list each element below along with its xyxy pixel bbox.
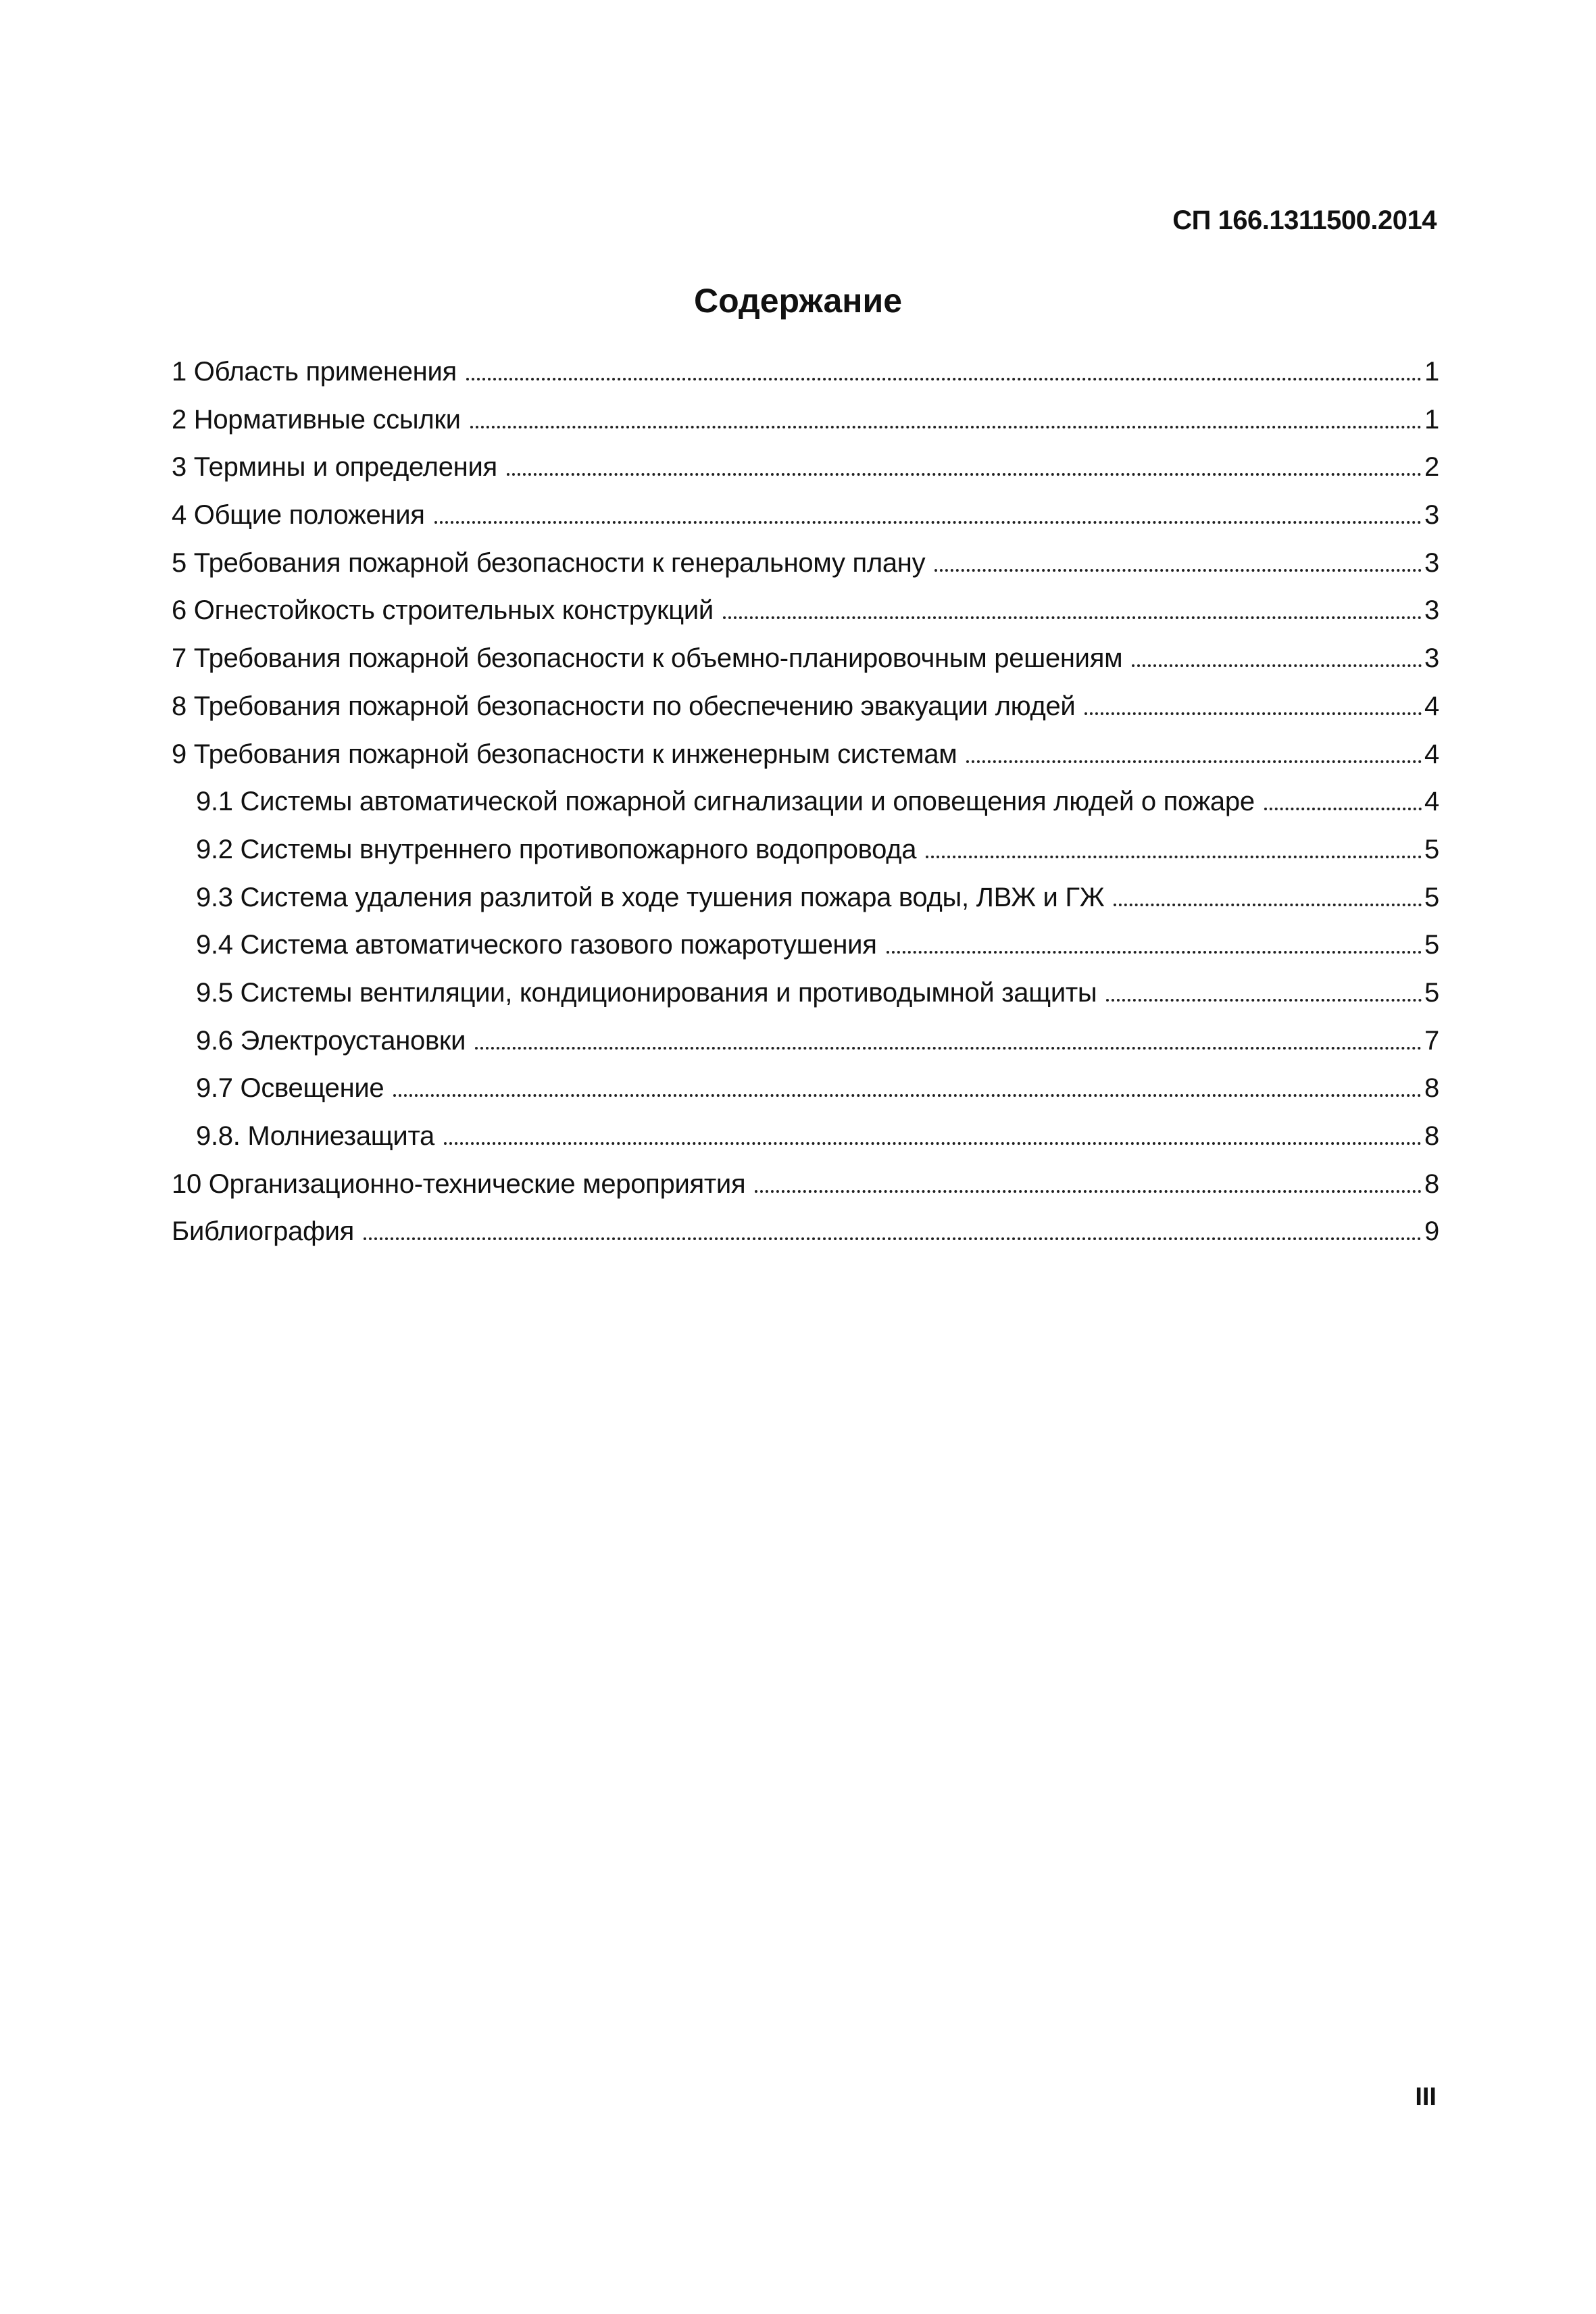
toc-entry-label: 9.2 Системы внутреннего противопожарного водопровода xyxy=(196,834,917,864)
toc-entry[interactable] xyxy=(172,452,1439,500)
toc-entry-page: 8 xyxy=(1424,1073,1439,1104)
toc-entry-page: 5 xyxy=(1424,834,1439,864)
toc-leader-dots xyxy=(1114,904,1422,906)
toc-entry-page: 4 xyxy=(1424,691,1439,721)
toc-entry-page: 5 xyxy=(1424,930,1439,960)
toc-entry[interactable] xyxy=(172,739,1439,787)
toc-leader-dots xyxy=(475,1047,1422,1050)
toc-entry-label: 1 Область применения xyxy=(172,357,457,387)
toc-entry[interactable] xyxy=(172,548,1439,596)
toc-entry-label: 10 Организационно-технические мероприятия xyxy=(172,1168,746,1199)
toc-subentry[interactable] xyxy=(172,787,1439,835)
toc-entry-page: 8 xyxy=(1424,1168,1439,1199)
document-code: СП 166.1311500.2014 xyxy=(1172,205,1437,235)
toc-entry[interactable] xyxy=(172,1169,1439,1217)
toc-entry-page: 3 xyxy=(1424,547,1439,578)
toc-subentry[interactable] xyxy=(172,1026,1439,1074)
toc-entry-page: 5 xyxy=(1424,977,1439,1008)
toc-entry-label: 9 Требования пожарной безопасности к инженерным системам xyxy=(172,739,957,769)
toc-subentry[interactable] xyxy=(172,1073,1439,1121)
toc-entry-page: 3 xyxy=(1424,500,1439,531)
toc-leader-dots xyxy=(1084,712,1422,715)
toc-leader-dots xyxy=(723,616,1422,619)
toc-entry-label: 7 Требования пожарной безопасности к объемно-планировочным решениям xyxy=(172,643,1123,674)
toc-leader-dots xyxy=(966,760,1422,763)
toc-entry-label: 9.5 Системы вентиляции, кондиционирования и противодымной защиты xyxy=(196,977,1097,1008)
toc-subentry[interactable] xyxy=(172,978,1439,1026)
toc-leader-dots xyxy=(364,1237,1422,1240)
toc-entry-label: 4 Общие положения xyxy=(172,500,425,531)
toc-entry[interactable] xyxy=(172,691,1439,739)
toc-entry-label: Библиография xyxy=(172,1216,355,1247)
toc-entry-label: 9.4 Система автоматического газового пожаротушения xyxy=(196,930,877,960)
toc-entry-label: 2 Нормативные ссылки xyxy=(172,404,461,435)
toc-entry-page: 8 xyxy=(1424,1121,1439,1151)
toc-leader-dots xyxy=(466,378,1422,380)
toc-title: Содержание xyxy=(693,282,903,320)
toc-leader-dots xyxy=(470,426,1422,428)
toc-leader-dots xyxy=(1106,999,1422,1002)
toc-entry[interactable] xyxy=(172,643,1439,691)
toc-leader-dots xyxy=(926,856,1422,858)
toc-entry-label: 6 Огнестойкость строительных конструкций xyxy=(172,595,714,626)
toc-entry-page: 9 xyxy=(1424,1216,1439,1247)
toc-leader-dots xyxy=(755,1190,1422,1193)
toc-entry[interactable] xyxy=(172,1216,1439,1264)
toc-leader-dots xyxy=(434,521,1422,524)
toc-entry-label: 9.8. Молниезащита xyxy=(196,1121,434,1151)
toc-entry[interactable] xyxy=(172,500,1439,548)
toc-subentry[interactable] xyxy=(172,930,1439,978)
toc-entry-page: 5 xyxy=(1424,882,1439,912)
toc-subentry[interactable] xyxy=(172,1121,1439,1169)
toc-leader-dots xyxy=(393,1094,1422,1097)
table-of-contents xyxy=(172,357,1439,1264)
toc-entry-label: 8 Требования пожарной безопасности по обеспечению эвакуации людей xyxy=(172,691,1076,721)
toc-entry-page: 3 xyxy=(1424,595,1439,626)
toc-leader-dots xyxy=(934,569,1422,572)
toc-leader-dots xyxy=(1132,664,1422,667)
toc-entry-page: 2 xyxy=(1424,452,1439,483)
toc-entry-label: 9.7 Освещение xyxy=(196,1073,384,1104)
toc-entry-page: 4 xyxy=(1424,739,1439,769)
toc-entry[interactable] xyxy=(172,405,1439,453)
page-number: III xyxy=(1415,2083,1437,2111)
toc-entry[interactable] xyxy=(172,357,1439,405)
toc-entry-page: 3 xyxy=(1424,643,1439,674)
toc-subentry[interactable] xyxy=(172,835,1439,883)
toc-leader-dots xyxy=(444,1142,1422,1145)
toc-leader-dots xyxy=(887,951,1422,954)
toc-leader-dots xyxy=(507,473,1422,476)
toc-entry-page: 1 xyxy=(1424,404,1439,435)
toc-entry-label: 9.3 Система удаления разлитой в ходе тушения пожара воды, ЛВЖ и ГЖ xyxy=(196,882,1105,912)
toc-entry-page: 4 xyxy=(1424,787,1439,817)
toc-entry-page: 7 xyxy=(1424,1025,1439,1056)
toc-entry-label: 3 Термины и определения xyxy=(172,452,497,483)
toc-subentry[interactable] xyxy=(172,883,1439,931)
toc-entry[interactable] xyxy=(172,595,1439,643)
toc-entry-label: 9.1 Системы автоматической пожарной сигнализации и оповещения людей о пожаре xyxy=(196,787,1255,817)
toc-entry-page: 1 xyxy=(1424,357,1439,387)
toc-entry-label: 5 Требования пожарной безопасности к генеральному плану xyxy=(172,547,926,578)
toc-entry-label: 9.6 Электроустановки xyxy=(196,1025,466,1056)
toc-leader-dots xyxy=(1264,808,1422,810)
